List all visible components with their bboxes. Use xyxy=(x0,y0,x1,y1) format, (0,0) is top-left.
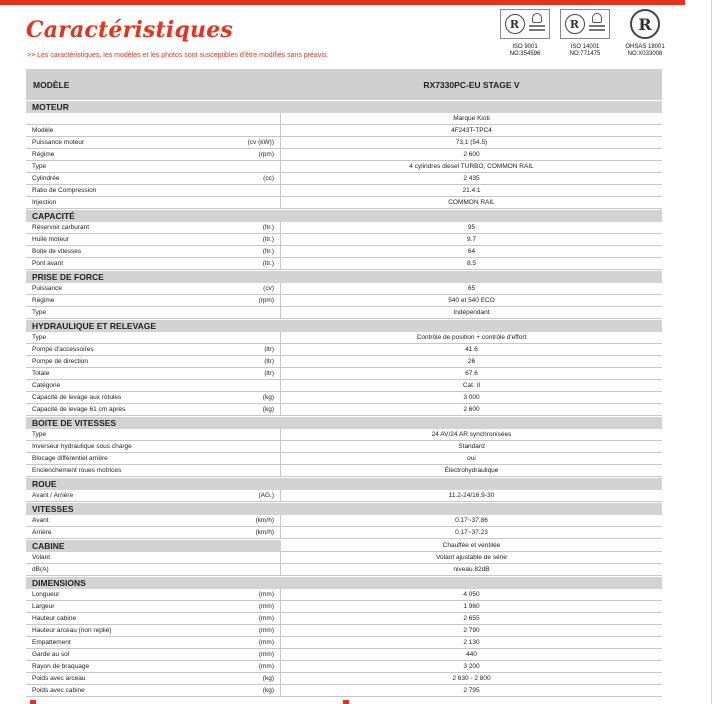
spec-unit: (cv) xyxy=(263,285,274,292)
spec-label-cell xyxy=(26,490,281,501)
spec-unit: (kg) xyxy=(262,394,274,401)
spec-value: 2 435 xyxy=(463,175,480,182)
spec-label-cell xyxy=(26,234,281,245)
section-header: VITESSES xyxy=(26,503,662,515)
spec-label: Puissance moteur xyxy=(32,139,85,146)
ukas-crown-icon xyxy=(528,13,546,35)
spec-unit: (kg) xyxy=(262,406,274,413)
spec-row xyxy=(26,356,662,368)
spec-row xyxy=(26,185,662,197)
spec-label: Cylindrée xyxy=(32,175,60,182)
spec-label: Longueur xyxy=(32,591,60,598)
spec-value: Marque Kioti xyxy=(453,115,490,122)
spec-value: 2 630 - 2 800 xyxy=(452,675,491,682)
spec-label: Modèle xyxy=(32,127,54,134)
spec-label-cell xyxy=(26,661,281,672)
section-inline-value: Chauffée et ventilée xyxy=(281,540,662,552)
spec-unit: (ltr.) xyxy=(262,260,274,267)
spec-label: Volant xyxy=(32,554,51,561)
spec-label-cell xyxy=(26,332,281,343)
spec-table xyxy=(26,69,662,697)
spec-unit: (kg) xyxy=(262,675,274,682)
spec-label: Catégorie xyxy=(32,382,61,389)
section-header: PRISE DE FORCE xyxy=(26,271,662,283)
spec-value: 9.7 xyxy=(466,236,477,243)
spec-label: Huile moteur xyxy=(32,236,69,243)
spec-label-cell xyxy=(26,527,281,538)
spec-label: Capacité de levage 61 cm après xyxy=(32,406,126,413)
spec-value: 540 et 540 ECO xyxy=(448,297,495,304)
spec-value: Contrôle de position + contrôle d'effort xyxy=(416,334,527,341)
spec-label-cell xyxy=(26,149,281,160)
spec-unit: (ltr) xyxy=(264,370,274,377)
cert-label: ISO 14001 xyxy=(570,44,600,50)
cert-number: NO:771475 xyxy=(569,51,601,57)
spec-value: 3 000 xyxy=(463,394,480,401)
spec-label-cell xyxy=(26,380,281,391)
spec-row xyxy=(26,601,662,613)
spec-label-cell xyxy=(26,185,281,196)
spec-label-cell xyxy=(26,564,281,575)
spec-value: 2 795 xyxy=(463,687,480,694)
spec-value: 8.5 xyxy=(466,260,477,267)
spec-value: 67.6 xyxy=(465,370,478,377)
spec-unit: (rpm) xyxy=(258,297,274,304)
spec-label-cell xyxy=(26,295,281,306)
spec-value: 26 xyxy=(467,358,476,365)
spec-unit: (ltr) xyxy=(264,358,274,365)
spec-row xyxy=(26,197,662,209)
spec-label: Puissance xyxy=(32,285,62,292)
spec-value: Électrohydraulique xyxy=(444,467,499,474)
spec-unit: (ltr.) xyxy=(262,248,274,255)
iso-9001-seal xyxy=(500,9,550,39)
top-accent-bar xyxy=(0,0,685,5)
section-header: MOTEUR xyxy=(26,101,662,113)
spec-row xyxy=(26,685,662,697)
cert-label: ISO 9001 xyxy=(512,44,538,50)
spec-label-cell xyxy=(26,173,281,184)
cert-iso-9001 xyxy=(500,9,550,58)
spec-label: Hauteur arceau (non replié) xyxy=(32,627,112,634)
cert-iso-14001 xyxy=(560,9,610,58)
section-header: CAPACITÉ xyxy=(26,210,662,222)
spec-unit: (mm) xyxy=(258,615,274,622)
spec-label: Réservoir carburant xyxy=(32,224,90,231)
spec-unit: (mm) xyxy=(258,591,274,598)
spec-row xyxy=(26,465,662,477)
spec-value: 4 cylindres diesel TURBO, COMMON RAIL xyxy=(409,163,534,170)
spec-row xyxy=(26,673,662,685)
spec-label: Poids avec arceau xyxy=(32,675,86,682)
spec-value: 65 xyxy=(467,285,476,292)
spec-label: Boite de vitesses xyxy=(32,248,82,255)
spec-unit: (ltr) xyxy=(264,346,274,353)
registered-r-icon: R xyxy=(505,14,525,34)
spec-row xyxy=(26,137,662,149)
spec-unit: (kg) xyxy=(262,687,274,694)
spec-row xyxy=(26,149,662,161)
spec-value: Cat. II xyxy=(462,382,481,389)
spec-label-cell xyxy=(26,246,281,257)
spec-row xyxy=(26,113,662,125)
spec-row xyxy=(26,222,662,234)
spec-label-cell xyxy=(26,637,281,648)
spec-label: Rayon de braquage xyxy=(32,663,90,670)
spec-unit: (ltr.) xyxy=(262,224,274,231)
section-title: CABINE xyxy=(32,541,65,551)
spec-label-cell xyxy=(26,515,281,526)
spec-label: Inverseur hydraulique sous charge xyxy=(32,443,132,450)
section-header: DIMENSIONS xyxy=(26,577,662,589)
spec-value: 2 600 xyxy=(463,406,480,413)
spec-unit: (mm) xyxy=(258,639,274,646)
spec-unit: (rpm) xyxy=(258,151,274,158)
spec-label-cell xyxy=(26,601,281,612)
spec-value: niveau 82dB xyxy=(453,566,490,573)
spec-label: Hauteur cabine xyxy=(32,615,77,622)
spec-label-cell xyxy=(26,283,281,294)
spec-row xyxy=(26,307,662,319)
spec-label: dB(A) xyxy=(32,566,49,573)
spec-value: COMMON RAIL xyxy=(448,199,495,206)
spec-row xyxy=(26,637,662,649)
cert-label: OHSAS 18001 xyxy=(625,44,665,50)
cert-number: NO:354596 xyxy=(509,51,541,57)
spec-unit: (AG.) xyxy=(258,492,274,499)
spec-label: Type xyxy=(32,431,47,438)
spec-label: Arrière xyxy=(32,529,52,536)
section-header: BOITE DE VITESSES xyxy=(26,417,662,429)
spec-value: 95 xyxy=(467,224,476,231)
spec-value: 440 xyxy=(466,651,477,658)
spec-label: Ratio de Compression xyxy=(32,187,97,194)
spec-label xyxy=(32,113,274,124)
spec-row xyxy=(26,441,662,453)
spec-label-cell xyxy=(26,307,281,318)
spec-row xyxy=(26,661,662,673)
spec-row xyxy=(26,429,662,441)
spec-value: Standard xyxy=(458,443,485,450)
spec-label: Pompe d'accessoires xyxy=(32,346,94,353)
spec-value: 41.6 xyxy=(465,346,478,353)
spec-label: Blocage différentiel arrière xyxy=(32,455,108,462)
spec-row xyxy=(26,173,662,185)
bottom-accent-mark xyxy=(343,700,349,704)
model-label: MODÈLE xyxy=(33,79,70,90)
spec-label: Type xyxy=(32,163,47,170)
spec-label: Type xyxy=(32,309,47,316)
spec-label: Empattement xyxy=(32,639,71,646)
spec-label: Largeur xyxy=(32,603,55,610)
spec-value: 73,1 (54.5) xyxy=(455,139,488,146)
spec-label-cell xyxy=(26,125,281,136)
spec-unit: (mm) xyxy=(258,603,274,610)
spec-label-cell xyxy=(26,649,281,660)
spec-label-cell xyxy=(26,441,281,452)
spec-unit: (mm) xyxy=(258,627,274,634)
spec-label: Type xyxy=(32,334,47,341)
section-header xyxy=(26,540,662,552)
spec-label-cell xyxy=(26,344,281,355)
spec-label: Pont avant xyxy=(32,260,64,267)
spec-label-cell xyxy=(26,258,281,269)
spec-row xyxy=(26,527,662,539)
spec-label-cell xyxy=(26,429,281,440)
spec-label: Poids avec cabine xyxy=(32,687,85,694)
spec-value: 64 xyxy=(467,248,476,255)
spec-row xyxy=(26,649,662,661)
registered-r-seal-icon: R xyxy=(630,9,660,39)
spec-unit: (ltr.) xyxy=(262,236,274,243)
spec-label-cell xyxy=(26,613,281,624)
spec-label-cell xyxy=(26,465,281,476)
spec-label-cell xyxy=(26,453,281,464)
spec-label-cell xyxy=(26,161,281,172)
cert-ohsas-18001 xyxy=(624,9,666,58)
spec-row xyxy=(26,380,662,392)
spec-unit: (mm) xyxy=(258,663,274,670)
registered-r-icon: R xyxy=(565,14,585,34)
spec-row xyxy=(26,283,662,295)
spec-value: Volant ajustable de série xyxy=(436,554,507,561)
spec-row xyxy=(26,161,662,173)
spec-unit: (cc) xyxy=(263,175,274,182)
spec-label-cell xyxy=(26,589,281,600)
spec-unit: (mm) xyxy=(258,651,274,658)
spec-value: 2 655 xyxy=(463,615,480,622)
page-title: Caractéristiques xyxy=(26,17,233,43)
cert-number: NO:X033008 xyxy=(627,51,663,57)
spec-value: 21.4:1 xyxy=(462,187,481,194)
spec-row xyxy=(26,332,662,344)
spec-label-cell xyxy=(26,113,281,124)
spec-value: Indépendant xyxy=(453,309,490,316)
page-edge-line xyxy=(711,0,712,704)
spec-value: 11.2-24/16.9-30 xyxy=(448,492,495,499)
spec-row xyxy=(26,125,662,137)
model-value: RX7330PC-EU STAGE V xyxy=(423,79,520,90)
spec-row xyxy=(26,258,662,270)
spec-row xyxy=(26,392,662,404)
spec-label: Enclenchement roues motrices xyxy=(32,467,122,474)
section-header: HYDRAULIQUE ET RELEVAGE xyxy=(26,320,662,332)
spec-row xyxy=(26,625,662,637)
spec-label-cell xyxy=(26,625,281,636)
spec-value: oui xyxy=(467,455,476,462)
spec-sections xyxy=(26,101,662,697)
spec-value: 3 200 xyxy=(463,663,480,670)
spec-row xyxy=(26,589,662,601)
spec-label-cell xyxy=(26,137,281,148)
spec-label: Injection xyxy=(32,199,57,206)
spec-label: Totale xyxy=(32,370,50,377)
spec-row xyxy=(26,453,662,465)
spec-row xyxy=(26,234,662,246)
spec-label: Pompe de direction xyxy=(32,358,89,365)
spec-label: Capacité de levage aux rotules xyxy=(32,394,122,401)
spec-label-cell xyxy=(26,404,281,415)
ukas-crown-icon xyxy=(588,13,606,35)
spec-row xyxy=(26,613,662,625)
spec-row xyxy=(26,490,662,502)
disclaimer-text: >> Les caractéristiques, les modèles et les photos sont susceptibles d'être modifiés sans préavis. xyxy=(27,52,329,59)
spec-label: Avant / Arrière xyxy=(32,492,74,499)
spec-label: Régime xyxy=(32,297,55,304)
spec-label-cell xyxy=(26,392,281,403)
spec-row xyxy=(26,368,662,380)
spec-unit: (km/h) xyxy=(255,517,274,524)
spec-label-cell xyxy=(26,368,281,379)
spec-unit: (km/h) xyxy=(255,529,274,536)
spec-label: Avant xyxy=(32,517,49,524)
bottom-accent-mark xyxy=(30,700,36,704)
spec-label: Régime xyxy=(32,151,55,158)
spec-value: 4F243T-TPC4 xyxy=(451,127,492,134)
spec-row xyxy=(26,564,662,576)
spec-value: 2 130 xyxy=(463,639,480,646)
spec-value: 0.17~37.23 xyxy=(455,529,488,536)
section-header: ROUE xyxy=(26,478,662,490)
spec-value: 2 790 xyxy=(463,627,480,634)
spec-label-cell xyxy=(26,222,281,233)
spec-label-cell xyxy=(26,197,281,208)
spec-row xyxy=(26,552,662,564)
spec-label-cell xyxy=(26,356,281,367)
spec-row xyxy=(26,404,662,416)
spec-value: 2 600 xyxy=(463,151,480,158)
spec-label-cell xyxy=(26,552,281,563)
model-row xyxy=(26,69,662,100)
spec-unit: (cv (kW)) xyxy=(247,139,274,146)
spec-row xyxy=(26,344,662,356)
spec-label-cell xyxy=(26,673,281,684)
spec-value: 4 050 xyxy=(463,591,480,598)
spec-label: Garde au sol xyxy=(32,651,70,658)
spec-row xyxy=(26,246,662,258)
spec-value: 0.17~37.86 xyxy=(455,517,488,524)
spec-value: 24 AV/24 AR synchronisées xyxy=(431,431,512,438)
spec-row xyxy=(26,295,662,307)
spec-value: 1 960 xyxy=(463,603,480,610)
spec-label-cell xyxy=(26,685,281,696)
iso-14001-seal xyxy=(560,9,610,39)
spec-row xyxy=(26,515,662,527)
